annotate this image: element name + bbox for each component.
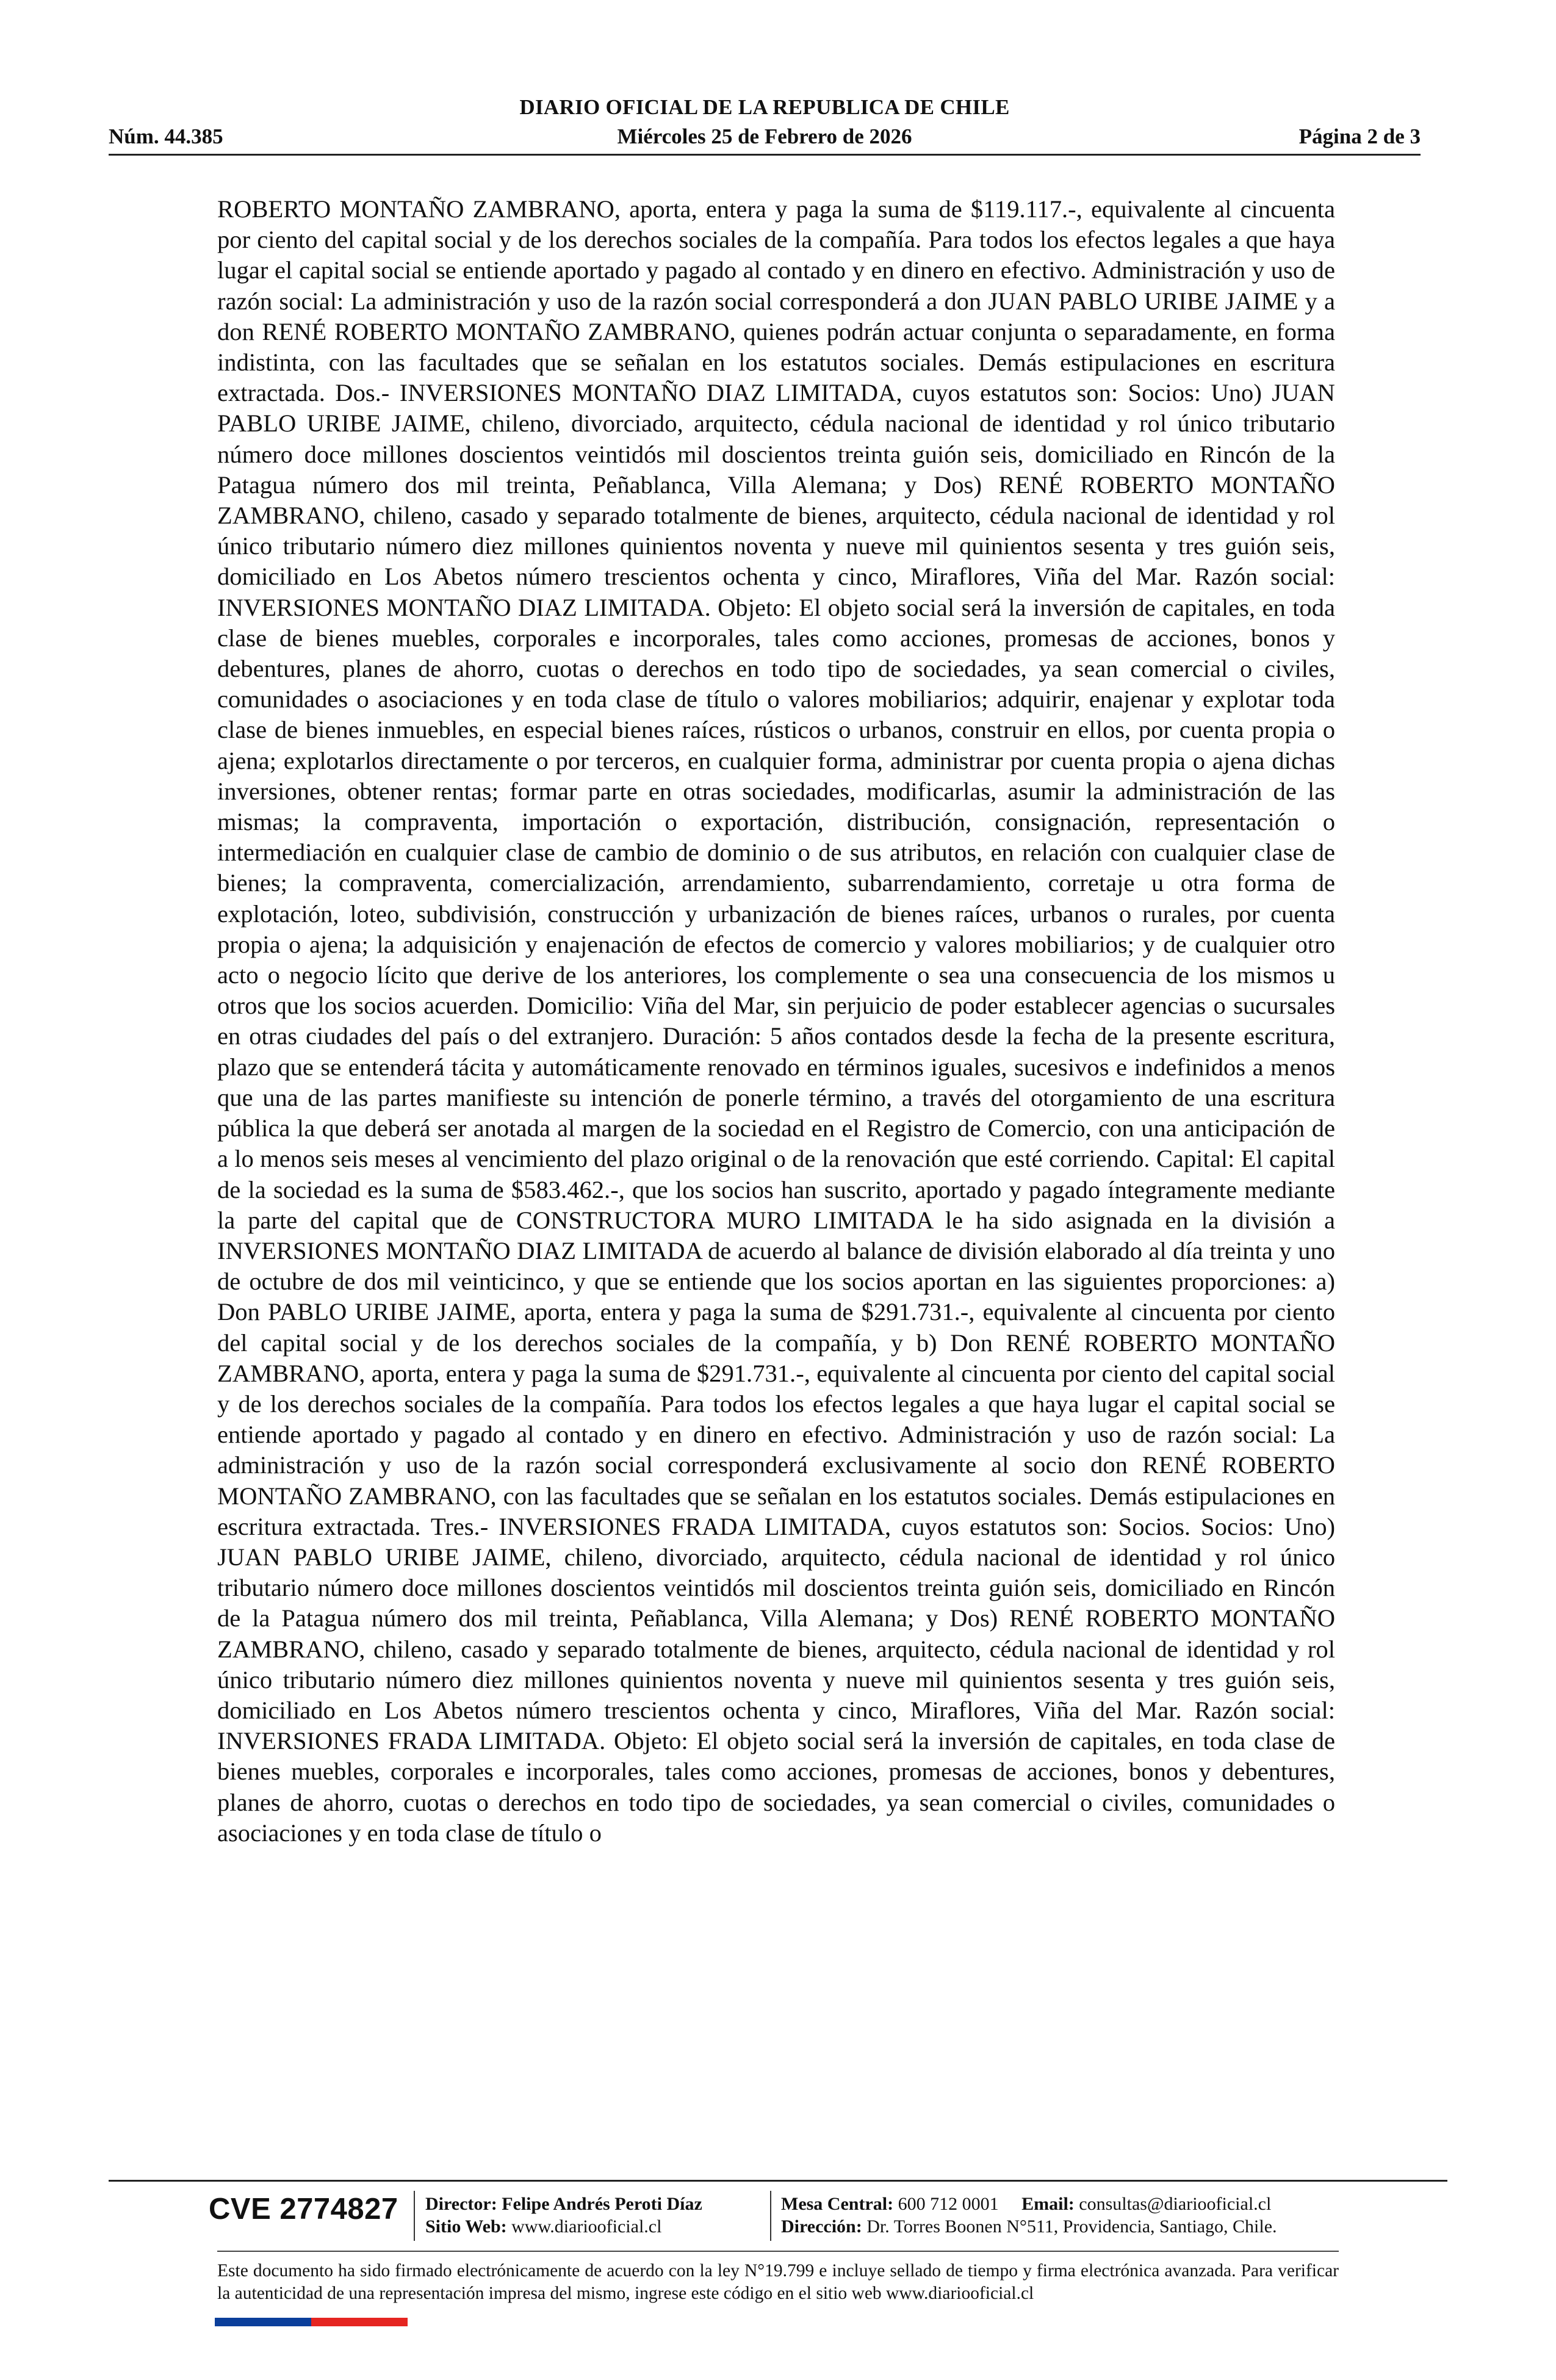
flag-red-stripe bbox=[311, 2318, 408, 2326]
publication-date: Miércoles 25 de Febrero de 2026 bbox=[617, 124, 912, 148]
footer-director-block bbox=[425, 2193, 702, 2238]
page-header bbox=[109, 92, 1421, 153]
flag-stripe bbox=[215, 2318, 408, 2326]
email-link[interactable]: consultas@diariooficial.cl bbox=[1079, 2194, 1272, 2214]
web-label: Sitio Web: bbox=[425, 2216, 507, 2237]
publication-title: DIARIO OFICIAL DE LA REPUBLICA DE CHILE bbox=[519, 95, 1010, 119]
legal-divider bbox=[217, 2251, 1339, 2252]
page-number: Página 2 de 3 bbox=[1298, 124, 1421, 148]
header-divider bbox=[109, 154, 1421, 156]
article-body: ROBERTO MONTAÑO ZAMBRANO, aporta, entera y paga la suma de $119.117.-, equivalente al cincuenta por ciento del capital social y de los derechos sociales de la compañía. Para todos los efectos legales a que haya lugar el capital social se entiende aportado y pagado al contado y en dinero en efectivo. Administración y uso de razón social: La administración y uso de la razón social corresponderá a don JUAN PABLO URIBE JAIME y a don RENÉ ROBERTO MONTAÑO ZAMBRANO, quienes podrán actuar conjunta o separadamente, en forma indistinta, con las facultades que se señalan en los estatutos sociales. Demás estipulaciones en escritura extractada. Dos.- INVERSIONES MONTAÑO DIAZ LIMITADA, cuyos estatutos son: Socios: Uno) JUAN PABLO URIBE JAIME, chileno, divorciado, arquitecto, cédula nacional de identidad y rol único tributario número doce millones doscientos veintidós mil doscientos treinta guión seis, domiciliado en Rincón de la Patagua número dos mil treinta, Peñablanca, Villa Alemana; y Dos) RENÉ ROBERTO MONTAÑO ZAMBRANO, chileno, casado y separado totalmente de bienes, arquitecto, cédula nacional de identidad y rol único tributario número diez millones quinientos noventa y nueve mil quinientos sesenta y tres guión seis, domiciliado en Los Abetos número trescientos ochenta y cinco, Miraflores, Viña del Mar. Razón social: INVERSIONES MONTAÑO DIAZ LIMITADA. Objeto: El objeto social será la inversión de capitales, en toda clase de bienes muebles, corporales e incorporales, tales como acciones, promesas de acciones, bonos y debentures, planes de ahorro, cuotas o derechos en todo tipo de sociedades, ya sean comercial o civiles, comunidades o asociaciones y en toda clase de título o valores mobiliarios; adquirir, enajenar y explotar toda clase de bienes inmuebles, en especial bienes raíces, rústicos o urbanos, construir en ellos, por cuenta propia o ajena; explotarlos directamente o por terceros, en cualquier forma, administrar por cuenta propia o ajena dichas inversiones, obtener rentas; formar parte en otras sociedades, modificarlas, asumir la administración de las mismas; la compraventa, importación o exportación, distribución, consignación, representación o intermediación en cualquier clase de cambio de dominio o de sus atributos, en relación con cualquier clase de bienes; la compraventa, comercialización, arrendamiento, subarrendamiento, corretaje u otra forma de explotación, loteo, subdivisión, construcción y urbanización de bienes raíces, urbanos o rurales, por cuenta propia o ajena; la adquisición y enajenación de efectos de comercio y valores mobiliarios; y de cualquier otro acto o negocio lícito que derive de los anteriores, los complemente o sea una consecuencia de los mismos u otros que los socios acuerden. Domicilio: Viña del Mar, sin perjuicio de poder establecer agencias o sucursales en otras ciudades del país o del extranjero. Duración: 5 años contados desde la fecha de la presente escritura, plazo que se entenderá tácita y automáticamente renovado en términos iguales, sucesivos e indefinidos a menos que una de las partes manifieste su intención de ponerle término, a través del otorgamiento de una escritura pública la que deberá ser anotada al margen de la sociedad en el Registro de Comercio, con una anticipación de a lo menos seis meses al vencimiento del plazo original o de la renovación que esté corriendo. Capital: El capital de la sociedad es la suma de $583.462.-, que los socios han suscrito, aportado y pagado íntegramente mediante la parte del capital que de CONSTRUCTORA MURO LIMITADA le ha sido asignada en la división a INVERSIONES MONTAÑO DIAZ LIMITADA de acuerdo al balance de división elaborado al día treinta y uno de octubre de dos mil veinticinco, y que se entiende que los socios aportan en las siguientes proporciones: a) Don PABLO URIBE JAIME, aporta, entera y paga la suma de $291.731.-, equivalente al cincuenta por ciento del capital social y de los derechos sociales de la compañía, y b) Don RENÉ ROBERTO MONTAÑO ZAMBRANO, aporta, entera y paga la suma de $291.731.-, equivalente al cincuenta por ciento del capital social y de los derechos sociales de la compañía. Para todos los efectos legales a que haya lugar el capital social se entiende aportado y pagado al contado y en dinero en efectivo. Administración y uso de razón social: La administración y uso de la razón social corresponderá exclusivamente al socio don RENÉ ROBERTO MONTAÑO ZAMBRANO, con las facultades que se señalan en los estatutos sociales. Demás estipulaciones en escritura extractada. Tres.- INVERSIONES FRADA LIMITADA, cuyos estatutos son: Socios. Socios: Uno) JUAN PABLO URIBE JAIME, chileno, divorciado, arquitecto, cédula nacional de identidad y rol único tributario número doce millones doscientos veintidós mil doscientos treinta guión seis, domiciliado en Rincón de la Patagua número dos mil treinta, Peñablanca, Villa Alemana; y Dos) RENÉ ROBERTO MONTAÑO ZAMBRANO, chileno, casado y separado totalmente de bienes, arquitecto, cédula nacional de identidad y rol único tributario número diez millones quinientos noventa y nueve mil quinientos sesenta y tres guión seis, domiciliado en Los Abetos número trescientos ochenta y cinco, Miraflores, Viña del Mar. Razón social: INVERSIONES FRADA LIMITADA. Objeto: El objeto social será la inversión de capitales, en toda clase de bienes muebles, corporales e incorporales, tales como acciones, promesas de acciones, bonos y debentures, planes de ahorro, cuotas o derechos en todo tipo de sociedades, ya sean comercial o civiles, comunidades o asociaciones y en toda clase de título o bbox=[217, 195, 1335, 1847]
footer-contact-block bbox=[781, 2193, 1277, 2238]
footer-divider bbox=[109, 2180, 1447, 2182]
director-label: Director: bbox=[425, 2194, 497, 2214]
issue-number: Núm. 44.385 bbox=[109, 124, 223, 148]
email-label: Email: bbox=[1021, 2194, 1075, 2214]
footer-separator bbox=[770, 2191, 771, 2241]
phone-value: 600 712 0001 bbox=[898, 2194, 999, 2214]
director-name: Felipe Andrés Peroti Díaz bbox=[502, 2194, 702, 2214]
footer-separator bbox=[414, 2191, 415, 2241]
cve-code: CVE 2774827 bbox=[209, 2193, 398, 2226]
address-label: Dirección: bbox=[781, 2216, 862, 2237]
flag-blue-stripe bbox=[215, 2318, 311, 2326]
legal-notice: Este documento ha sido firmado electrónicamente de acuerdo con la ley N°19.799 e incluye sellado de tiempo y firma electrónica avanzada. Para verificar la autenticidad de una representación impresa del mismo, ingrese este código en el sitio web www.diariooficial.cl bbox=[217, 2261, 1339, 2303]
address-value: Dr. Torres Boonen N°511, Providencia, Santiago, Chile. bbox=[866, 2216, 1277, 2237]
web-link[interactable]: www.diariooficial.cl bbox=[511, 2216, 662, 2237]
phone-label: Mesa Central: bbox=[781, 2194, 894, 2214]
